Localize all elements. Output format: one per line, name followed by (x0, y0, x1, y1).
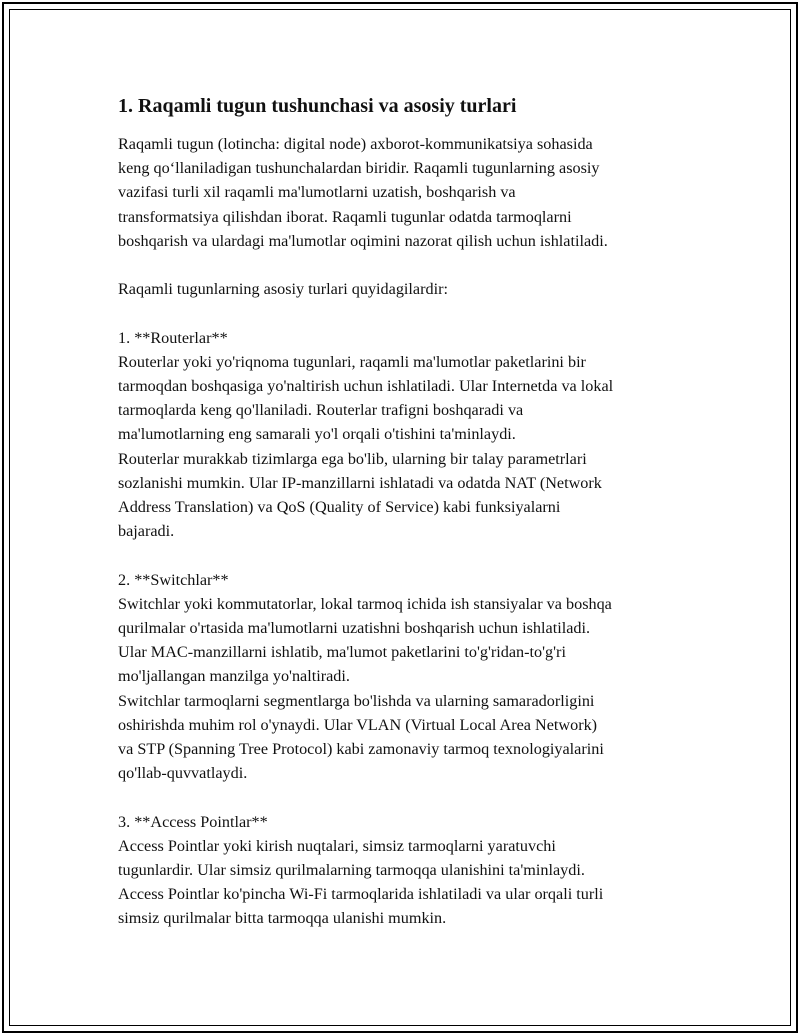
text-line: Address Translation) va QoS (Quality of Service) kabi funksiyalarni (118, 498, 561, 517)
text-line: Routerlar murakkab tizimlarga ega bo'lib, ularning bir talay parametrlari (118, 449, 587, 468)
text-line: mo'ljallangan manzilga yo'naltiradi. (118, 667, 350, 686)
intro-paragraph (118, 132, 708, 253)
section-title: 1. Raqamli tugun tushunchasi va asosiy turlari (118, 95, 517, 117)
types-intro: Raqamli tugunlarning asosiy turlari quyidagilardir: (118, 280, 448, 299)
text-line: sozlanishi mumkin. Ular IP-manzillarni ishlatadi va odatda NAT (Network (118, 473, 602, 492)
text-line: va STP (Spanning Tree Protocol) kabi zamonaviy tarmoq texnologiyalarini (118, 740, 604, 759)
text-line: Access Pointlar ko'pincha Wi-Fi tarmoqlarida ishlatiladi va ular orqali turli (118, 885, 604, 904)
text-line: Switchlar yoki kommutatorlar, lokal tarmoq ichida ish stansiyalar va boshqa (118, 594, 612, 613)
text-line: Access Pointlar yoki kirish nuqtalari, simsiz tarmoqlarni yaratuvchi (118, 836, 556, 855)
text-line: Routerlar yoki yo'riqnoma tugunlari, raqamli ma'lumotlar paketlarini bir (118, 352, 586, 371)
text-line: qo'llab-quvvatlaydi. (118, 764, 248, 783)
text-line: tarmoqlarda keng qo'llaniladi. Routerlar trafigni boshqaradi va (118, 401, 524, 420)
text-line: Raqamli tugun (lotincha: digital node) axborot-kommunikatsiya sohasida (118, 135, 593, 153)
text-line: vazifasi turli xil raqamli ma'lumotlarni uzatish, boshqarish va (118, 183, 516, 202)
text-line: Ular MAC-manzillarni ishlatib, ma'lumot paketlarini to'g'ridan-to'g'ri (118, 643, 566, 662)
text-line: qurilmalar o'rtasida ma'lumotlarni uzatishni boshqarish uchun ishlatiladi. (118, 619, 591, 638)
section-switchlar (118, 568, 708, 786)
text-line: tugunlardir. Ular simsiz qurilmalarning tarmoqqa ulanishini ta'minlaydi. (118, 861, 585, 880)
text-line: simsiz qurilmalar bitta tarmoqqa ulanishi mumkin. (118, 909, 447, 928)
text-line: boshqarish va ulardagi ma'lumotlar oqimini nazorat qilish uchun ishlatiladi. (118, 231, 608, 250)
section-access-pointlar (118, 810, 708, 931)
section-heading: 1. **Routerlar** (118, 328, 228, 347)
text-line: ma'lumotlarning eng samarali yo'l orqali o'tishini ta'minlaydi. (118, 425, 516, 444)
text-line: oshirishda muhim rol o'ynaydi. Ular VLAN (Virtual Local Area Network) (118, 715, 598, 734)
text-line: Switchlar tarmoqlarni segmentlarga bo'lishda va ularning samaradorligini (118, 691, 595, 710)
document-body (118, 93, 708, 931)
section-routerlar (118, 326, 708, 544)
text-line: bajaradi. (118, 522, 175, 541)
text-line: transformatsiya qilishdan iborat. Raqamli tugunlar odatda tarmoqlarni (118, 207, 572, 226)
section-heading: 2. **Switchlar** (118, 570, 229, 589)
text-line: keng qo‘llaniladigan tushunchalardan biridir. Raqamli tugunlarning asosiy (118, 159, 600, 178)
section-heading: 3. **Access Pointlar** (118, 812, 268, 831)
text-line: tarmoqdan boshqasiga yo'naltirish uchun ishlatiladi. Ular Internetda va lokal (118, 377, 614, 395)
